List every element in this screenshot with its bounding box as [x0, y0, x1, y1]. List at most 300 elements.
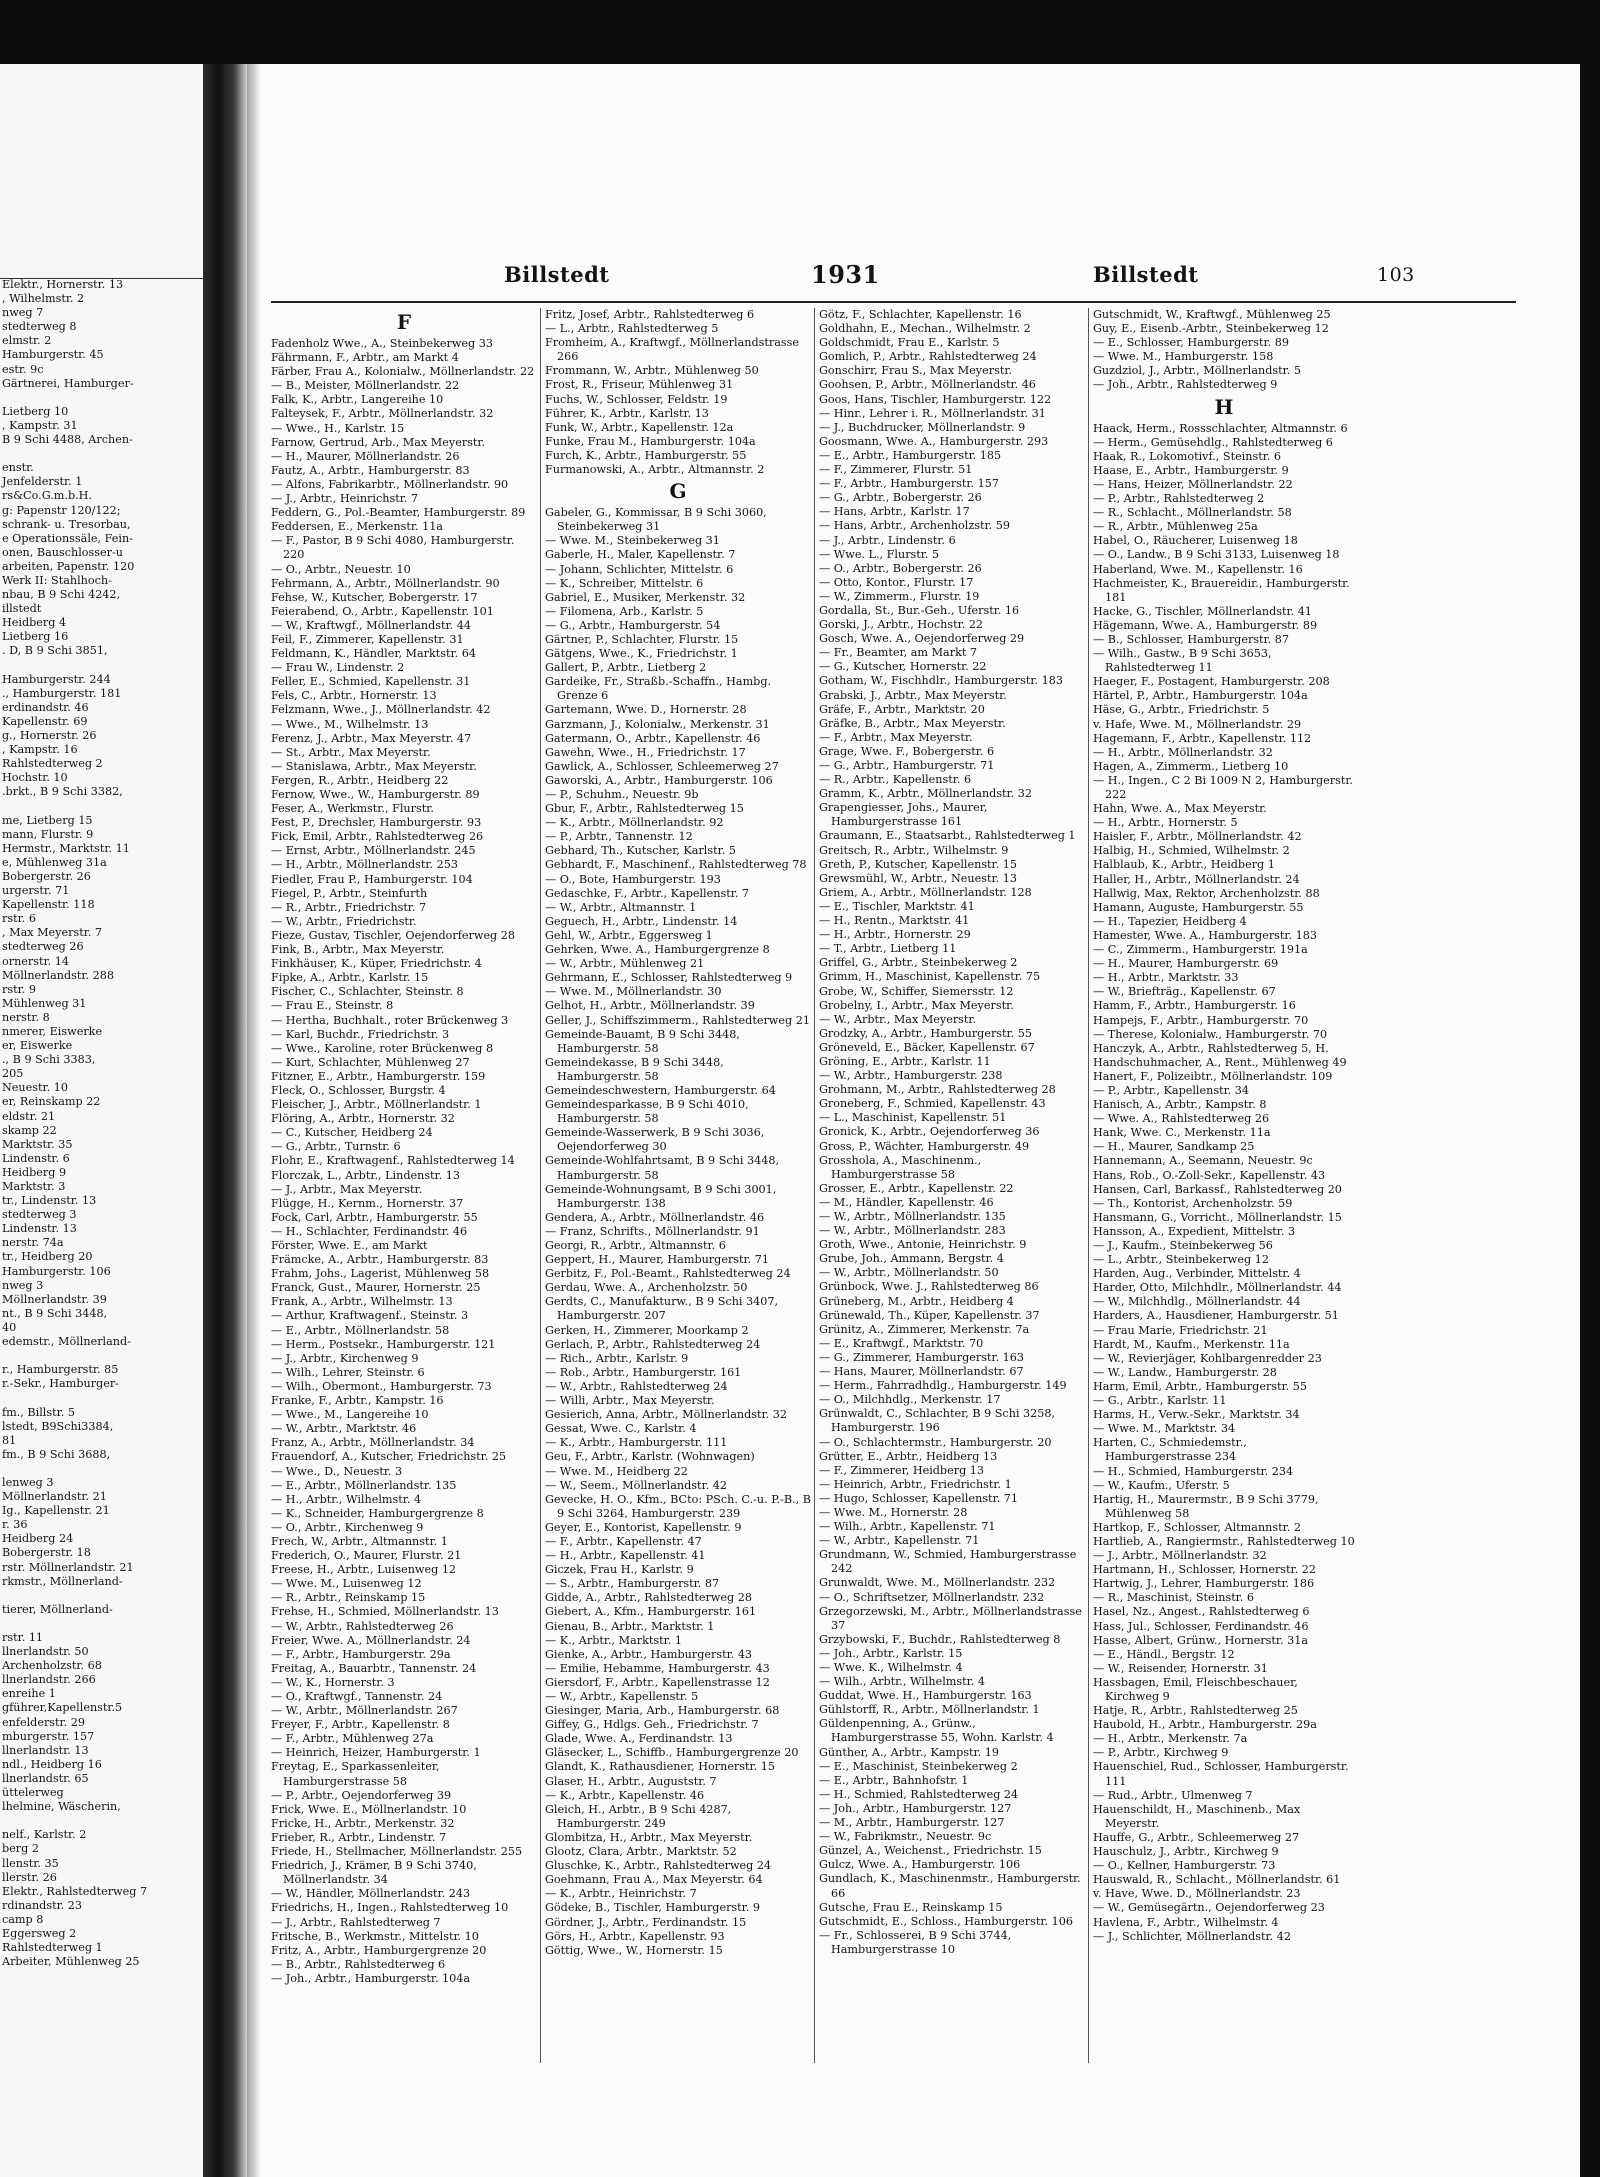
left-page-line: ornerstr. 14 — [2, 954, 69, 968]
left-page-line: estr. 9c — [2, 362, 44, 376]
directory-entry: — W., Kraftwgf., Möllnerlandstr. 44 — [271, 618, 471, 632]
left-page-line: lstedt, B9Schi3384, — [2, 1419, 114, 1433]
left-page-line: Gärtnerei, Hamburger- — [2, 376, 134, 390]
left-page-line: Marktstr. 3 — [2, 1180, 66, 1193]
left-page-line: mann, Flurstr. 9 — [2, 827, 94, 841]
directory-entry: Hamm, F., Arbtr., Hamburgerstr. 16 — [1093, 999, 1296, 1013]
directory-entry: — Karl, Buchdr., Friedrichstr. 3 — [271, 1027, 450, 1041]
left-page-line: lenweg 3 — [2, 1475, 54, 1489]
directory-entry: Harders, A., Hausdiener, Hamburgerstr. 51 — [1093, 1309, 1339, 1323]
left-page-line: Möllnerlandstr. 39 — [2, 1292, 107, 1306]
directory-entry: Greth, P., Kutscher, Kapellenstr. 15 — [819, 857, 1018, 871]
directory-entry: Harden, Aug., Verbinder, Mittelstr. 4 — [1093, 1267, 1301, 1281]
directory-entry: Fricke, H., Arbtr., Merkenstr. 32 — [271, 1816, 455, 1830]
directory-entry: — S., Arbtr., Hamburgerstr. 87 — [545, 1577, 720, 1591]
directory-entry: Hannemann, A., Seemann, Neuestr. 9c — [1093, 1154, 1313, 1168]
directory-entry: — J., Arbtr., Max Meyerstr. — [271, 1182, 423, 1196]
left-page-line: llenstr. 35 — [2, 1856, 59, 1870]
directory-entry: Gemeinde-Wohnungsamt, B 9 Schi 3001, Hamburgerstr. 138 — [545, 1182, 777, 1210]
directory-entry: Furmanowski, A., Arbtr., Altmannstr. 2 — [545, 463, 765, 477]
directory-entry: Grünewald, Th., Küper, Kapellenstr. 37 — [819, 1308, 1040, 1322]
left-page-line: Kapellenstr. 118 — [2, 898, 95, 912]
directory-entry: Grosshola, A., Maschinenm., Hamburgerstrasse 58 — [819, 1153, 982, 1181]
directory-entry: — Frau E., Steinstr. 8 — [271, 999, 394, 1013]
directory-entry: — K., Arbtr., Möllnerlandstr. 92 — [545, 816, 724, 830]
directory-entry: Hasel, Nz., Angest., Rahlstedterweg 6 — [1093, 1605, 1310, 1619]
directory-entry: Gleich, H., Arbtr., B 9 Schi 4287, Hamburgerstr. 249 — [545, 1802, 732, 1830]
directory-entry: Hansen, Carl, Barkassf., Rahlstedterweg 20 — [1093, 1182, 1342, 1196]
directory-entry: Frank, A., Arbtr., Wilhelmstr. 13 — [271, 1295, 453, 1309]
left-page-line: me, Lietberg 15 — [2, 813, 93, 827]
directory-entry: — W., Arbtr., Hamburgerstr. 238 — [819, 1069, 1003, 1083]
directory-entry: Falteysek, F., Arbtr., Möllnerlandstr. 32 — [271, 407, 494, 421]
left-page-line: enfelderstr. 29 — [2, 1715, 85, 1729]
directory-entry: Gallert, P., Arbtr., Lietberg 2 — [545, 661, 707, 675]
left-page-line — [0, 1617, 203, 1631]
directory-entry: — Wwe., Karoline, roter Brückenweg 8 — [271, 1041, 494, 1055]
directory-entry: — F., Zimmerer, Heidberg 13 — [819, 1463, 985, 1477]
directory-entry: — R., Schlacht., Möllnerlandstr. 58 — [1093, 506, 1292, 520]
left-page-line: , Wilhelmstr. 2 — [2, 292, 85, 306]
directory-entry: Fels, C., Arbtr., Hornerstr. 13 — [271, 689, 437, 703]
directory-entry: — Frau Marie, Friedrichstr. 21 — [1093, 1323, 1268, 1337]
scanner-right-border — [1580, 0, 1600, 2177]
left-page-line — [0, 1462, 203, 1476]
left-page-line: Lietberg 16 — [2, 630, 69, 644]
directory-entry: Hartwig, J., Lehrer, Hamburgerstr. 186 — [1093, 1577, 1315, 1591]
left-page-line: stedterweg 8 — [2, 320, 77, 334]
directory-entry: Hansson, A., Expedient, Mittelstr. 3 — [1093, 1224, 1296, 1238]
directory-entry: — Therese, Kolonialw., Hamburgerstr. 70 — [1093, 1027, 1328, 1041]
directory-entry: Georgi, R., Arbtr., Altmannstr. 6 — [545, 1239, 726, 1252]
directory-entry: Glade, Wwe. A., Ferdinandstr. 13 — [545, 1732, 733, 1746]
directory-entry: — W., Arbtr., Mühlenweg 21 — [545, 957, 705, 971]
left-page-line: Werk II: Stahlhoch- — [2, 573, 112, 587]
directory-entry: — F., Arbtr., Hamburgerstr. 157 — [819, 477, 1000, 491]
directory-entry: — M., Händler, Kapellenstr. 46 — [819, 1195, 994, 1209]
directory-entry: Gätgens, Wwe., K., Friedrichstr. 1 — [545, 647, 738, 661]
directory-entry: Glaser, H., Arbtr., Auguststr. 7 — [545, 1774, 717, 1788]
directory-entry: Feddersen, E., Merkenstr. 11a — [271, 520, 443, 534]
directory-entry: — Joh., Arbtr., Rahlstedterweg 9 — [1093, 378, 1278, 392]
left-page-line: illstedt — [2, 602, 42, 616]
directory-entry: Ferenz, J., Arbtr., Max Meyerstr. 47 — [271, 731, 472, 745]
directory-entry: Hauschulz, J., Arbtr., Kirchweg 9 — [1093, 1845, 1279, 1859]
directory-entry: — E., Arbtr., Bahnhofstr. 1 — [819, 1773, 969, 1787]
directory-entry: Friedrich, J., Krämer, B 9 Schi 3740, Möllnerlandstr. 34 — [271, 1859, 477, 1887]
directory-entry: Grunwaldt, Wwe. M., Möllnerlandstr. 232 — [819, 1576, 1056, 1590]
left-page-line — [0, 1589, 203, 1603]
left-page-entries — [0, 278, 203, 1969]
left-page-line: Bobergerstr. 26 — [2, 869, 91, 883]
left-page-line: Bobergerstr. 18 — [2, 1546, 91, 1560]
directory-entry: — W., Arbtr., Friedrichstr. — [271, 914, 417, 928]
left-page-line: llnerlandstr. 50 — [2, 1645, 89, 1659]
left-page-line: stedterweg 3 — [2, 1208, 77, 1222]
left-page-line: , Kampstr. 16 — [2, 743, 78, 757]
directory-entry: — O., Milchhdlg., Merkenstr. 17 — [819, 1393, 1001, 1407]
left-page-line: rkmstr., Möllnerland- — [2, 1574, 123, 1588]
directory-entry: Gühlstorff, R., Arbtr., Möllnerlandstr. 1 — [819, 1703, 1040, 1717]
directory-entry: Gerbitz, F., Pol.-Beamt., Rahlstedterweg 24 — [545, 1267, 791, 1281]
left-page-line: nbau, B 9 Schi 4242, — [2, 588, 121, 602]
gutter-shadow — [247, 64, 261, 2177]
directory-entry: Grundmann, W., Schmied, Hamburgerstrasse 242 — [819, 1548, 1077, 1576]
directory-entry: Gaworski, A., Arbtr., Hamburgerstr. 106 — [545, 773, 773, 787]
directory-entry: — G., Arbtr., Turnstr. 6 — [271, 1140, 401, 1154]
left-page-line: Hamburgerstr. 244 — [2, 672, 111, 686]
directory-entry: Gärtner, P., Schlachter, Flurstr. 15 — [545, 632, 739, 646]
directory-entry: — K., Arbtr., Hamburgerstr. 111 — [545, 1436, 728, 1450]
directory-entry: Fiedler, Frau P., Hamburgerstr. 104 — [271, 872, 473, 886]
section-letter: H — [1214, 394, 1234, 419]
directory-entry: Glombitza, H., Arbtr., Max Meyerstr. — [545, 1830, 753, 1844]
left-page-line: skamp 22 — [2, 1123, 57, 1137]
directory-entry: Halblaub, K., Arbtr., Heidberg 1 — [1093, 858, 1275, 872]
directory-entry: — R., Arbtr., Reinskamp 15 — [271, 1591, 426, 1605]
directory-entry: — Rud., Arbtr., Ulmenweg 7 — [1093, 1788, 1253, 1802]
directory-entry: — O., Schriftsetzer, Möllnerlandstr. 232 — [819, 1590, 1045, 1604]
directory-entry: — R., Arbtr., Friedrichstr. 7 — [271, 900, 427, 914]
directory-entry: Freier, Wwe. A., Möllnerlandstr. 24 — [271, 1633, 471, 1647]
left-page-line: Arbeiter, Mühlenweg 25 — [2, 1955, 140, 1969]
directory-entry: — E., Arbtr., Möllnerlandstr. 135 — [271, 1478, 457, 1492]
directory-entry: Frahm, Johs., Lagerist, Mühlenweg 58 — [271, 1267, 490, 1281]
directory-entry: — W., Arbtr., Möllnerlandstr. 267 — [271, 1704, 458, 1718]
directory-entry: Goldhahn, E., Mechan., Wilhelmstr. 2 — [819, 322, 1031, 336]
directory-entry: — H., Arbtr., Wilhelmstr. 4 — [271, 1492, 422, 1506]
directory-entry: Hauenschildt, H., Maschinenb., Max Meyerstr. — [1093, 1802, 1301, 1830]
directory-entry: — J., Buchdrucker, Möllnerlandstr. 9 — [819, 420, 1026, 434]
column-divider — [814, 308, 815, 2063]
directory-entry: — Wilh., Obermont., Hamburgerstr. 73 — [271, 1379, 492, 1393]
left-page-line: enstr. — [2, 461, 34, 475]
directory-entry: — H., Arbtr., Merkenstr. 7a — [1093, 1732, 1248, 1746]
directory-entry: Fergen, R., Arbtr., Heidberg 22 — [271, 773, 449, 787]
directory-entry: Hahn, Wwe. A., Max Meyerstr. — [1093, 802, 1267, 816]
directory-entry: Fleck, O., Schlosser, Burgstr. 4 — [271, 1083, 446, 1097]
directory-entry: Gemeinde-Bauamt, B 9 Schi 3448, Hamburgerstr. 58 — [545, 1027, 740, 1055]
left-page-line: Möllnerlandstr. 288 — [2, 968, 114, 982]
directory-entry: Gehl, W., Arbtr., Eggersweg 1 — [545, 928, 713, 942]
directory-entry: Fischer, C., Schlachter, Steinstr. 8 — [271, 985, 464, 999]
left-page-line: mburgerstr. 157 — [2, 1729, 95, 1743]
directory-entry: Fick, Emil, Arbtr., Rahlstedterweg 26 — [271, 830, 484, 844]
column-3 — [819, 308, 1085, 2068]
directory-entry: — Wwe. K., Wilhelmstr. 4 — [819, 1661, 963, 1674]
directory-entry: Gendera, A., Arbtr., Möllnerlandstr. 46 — [545, 1210, 765, 1224]
left-page-line: er, Reinskamp 22 — [2, 1095, 101, 1109]
directory-entry: Gesierich, Anna, Arbtr., Möllnerlandstr. 32 — [545, 1408, 787, 1422]
directory-entry: Finkhäuser, K., Küper, Friedrichstr. 4 — [271, 957, 482, 971]
left-page-line: nerstr. 74a — [2, 1236, 64, 1250]
directory-entry: Funke, Frau M., Hamburgerstr. 104a — [545, 434, 756, 448]
directory-entry: Freytag, E., Sparkassenleiter, Hamburgerstrasse 58 — [271, 1760, 440, 1788]
header-right-title: Billstedt — [1093, 262, 1199, 287]
left-page-line: rstr. 6 — [2, 912, 36, 926]
directory-entry: Gerdau, Wwe. A., Archenholzstr. 50 — [545, 1281, 748, 1295]
directory-entry: — W., Landw., Hamburgerstr. 28 — [1093, 1365, 1277, 1379]
directory-entry: Grosser, E., Arbtr., Kapellenstr. 22 — [819, 1181, 1014, 1195]
left-page-line: eldstr. 21 — [2, 1109, 56, 1123]
directory-entry: Groneberg, F., Schmied, Kapellenstr. 43 — [819, 1097, 1046, 1111]
directory-entry: Gardeike, Fr., Straßb.-Schaffn., Hambg. Grenze 6 — [545, 675, 772, 703]
directory-entry: — W., Händler, Möllnerlandstr. 243 — [271, 1887, 471, 1901]
page-number: 103 — [1377, 264, 1415, 286]
directory-entry: — B., Arbtr., Rahlstedterweg 6 — [271, 1957, 446, 1971]
directory-entry: Fadenholz Wwe., A., Steinbekerweg 33 — [271, 337, 493, 350]
directory-entry: — P., Arbtr., Kirchweg 9 — [1093, 1746, 1229, 1760]
directory-entry: Grohmann, M., Arbtr., Rahlstedterweg 28 — [819, 1083, 1056, 1097]
column-divider — [540, 308, 541, 2063]
directory-entry: — H., Arbtr., Kapellenstr. 41 — [545, 1549, 706, 1563]
directory-entry: — Emilie, Hebamme, Hamburgerstr. 43 — [545, 1661, 770, 1675]
directory-entry: — G., Arbtr., Bobergerstr. 26 — [819, 491, 982, 505]
directory-entry: — W., Arbtr., Max Meyerstr. — [819, 1012, 977, 1026]
directory-entry: Flöring, A., Arbtr., Hornerstr. 32 — [271, 1112, 455, 1126]
directory-entry: Fritsche, B., Werkmstr., Mittelstr. 10 — [271, 1929, 479, 1943]
directory-entry: Geguech, H., Arbtr., Lindenstr. 14 — [545, 914, 738, 928]
directory-entry: — K., Schneider, Hamburgergrenze 8 — [271, 1506, 484, 1520]
left-page-line: Hermstr., Marktstr. 11 — [2, 841, 130, 855]
left-page-line: . D, B 9 Schi 3851, — [2, 644, 108, 658]
directory-entry: Flügge, H., Kernm., Hornerstr. 37 — [271, 1196, 464, 1210]
directory-entry: Fernow, Wwe., W., Hamburgerstr. 89 — [271, 788, 480, 801]
left-page-line: , Kampstr. 31 — [2, 418, 78, 432]
left-page-line: gführer,Kapellenstr.5 — [2, 1701, 123, 1715]
directory-entry: — Hans, Arbtr., Archenholzstr. 59 — [819, 519, 1010, 533]
left-page-line: rdinandstr. 23 — [2, 1898, 83, 1912]
left-page-line: Heidberg 24 — [2, 1532, 74, 1546]
directory-entry: Gienke, A., Arbtr., Hamburgerstr. 43 — [545, 1647, 753, 1661]
directory-entry: Grünwaldt, C., Schlachter, B 9 Schi 3258, Hamburgerstr. 196 — [819, 1407, 1056, 1435]
directory-entry: Feldmann, K., Händler, Marktstr. 64 — [271, 647, 477, 661]
directory-entry: — H., Schmied, Hamburgerstr. 234 — [1093, 1464, 1294, 1478]
directory-entry: Geller, J., Schiffszimmerm., Rahlstedterweg 21 — [545, 1013, 810, 1027]
directory-entry: Giebert, A., Kfm., Hamburgerstr. 161 — [545, 1605, 757, 1619]
directory-entry: — Wwe., M., Wilhelmstr. 13 — [271, 717, 429, 731]
directory-entry: Fest, P., Drechsler, Hamburgerstr. 93 — [271, 816, 482, 830]
left-page-line — [0, 391, 203, 405]
directory-entry: Gomlich, P., Arbtr., Rahlstedterweg 24 — [819, 350, 1037, 364]
directory-entry: Gessat, Wwe. C., Karlstr. 4 — [545, 1422, 697, 1436]
directory-entry: Fleischer, J., Arbtr., Möllnerlandstr. 1 — [271, 1098, 482, 1112]
left-page-line: e Operationssäle, Fein- — [2, 531, 133, 545]
directory-entry: Hagemann, F., Arbtr., Kapellenstr. 112 — [1093, 731, 1312, 745]
directory-entry: Haisler, F., Arbtr., Möllnerlandstr. 42 — [1093, 830, 1302, 844]
directory-entry: Fipke, A., Arbtr., Karlstr. 15 — [271, 971, 429, 985]
left-page-line: tr., Lindenstr. 13 — [2, 1194, 97, 1208]
left-page-line: Hochstr. 10 — [2, 771, 68, 785]
directory-entry: — J., Schlichter, Möllnerlandstr. 42 — [1093, 1929, 1291, 1943]
left-page-line: Neuestr. 10 — [2, 1081, 68, 1095]
directory-entry: Gehrmann, E., Schlosser, Rahlstedterweg 9 — [545, 971, 793, 985]
directory-entry: — J., Arbtr., Kirchenweg 9 — [271, 1351, 419, 1365]
left-page-line: llnerlandstr. 266 — [2, 1673, 96, 1687]
directory-entry: — B., Schlosser, Hamburgerstr. 87 — [1093, 632, 1289, 646]
directory-entry: — H., Rentn., Marktstr. 41 — [819, 914, 970, 928]
left-page-line: nmerer, Eiswerke — [2, 1024, 103, 1038]
directory-entry: Grzegorzewski, M., Arbtr., Möllnerlandstrasse 37 — [819, 1604, 1082, 1632]
directory-entry: Giesinger, Maria, Arb., Hamburgerstr. 68 — [545, 1704, 780, 1718]
left-page-line: nelf., Karlstr. 2 — [2, 1828, 87, 1842]
directory-entry: — O., Arbtr., Kirchenweg 9 — [271, 1520, 424, 1534]
directory-entry: — O., Kellner, Hamburgerstr. 73 — [1093, 1859, 1276, 1873]
directory-entry: Härtel, P., Arbtr., Hamburgerstr. 104a — [1093, 689, 1308, 703]
directory-entry: — Wilh., Lehrer, Steinstr. 6 — [271, 1365, 425, 1379]
directory-entry: — Herm., Gemüsehdlg., Rahlstedterweg 6 — [1093, 435, 1333, 449]
directory-entry: Gronick, K., Arbtr., Oejendorferweg 36 — [819, 1125, 1040, 1139]
directory-entry: Gehrken, Wwe. A., Hamburgergrenze 8 — [545, 943, 770, 957]
directory-entry: — H., Arbtr., Möllnerlandstr. 253 — [271, 858, 458, 872]
column-divider — [1088, 308, 1089, 2063]
directory-entry: Freyer, F., Arbtr., Kapellenstr. 8 — [271, 1718, 450, 1732]
left-page-line: üttelerweg — [2, 1786, 64, 1800]
directory-entry: Flohr, E., Kraftwagenf., Rahlstedterweg 14 — [271, 1154, 515, 1168]
directory-entry: — Joh., Arbtr., Hamburgerstr. 127 — [819, 1801, 1012, 1815]
directory-entry: Färber, Frau A., Kolonialw., Möllnerlandstr. 22 — [271, 365, 535, 379]
left-page-line: ndl., Heidberg 16 — [2, 1757, 102, 1771]
directory-entry: Geyer, E., Kontorist, Kapellenstr. 9 — [545, 1520, 742, 1534]
directory-entry: Gemeinde-Wasserwerk, B 9 Schi 3036, Oejendorferweg 30 — [545, 1126, 765, 1154]
directory-entry: Grobe, W., Schiffer, Siemersstr. 12 — [819, 984, 1014, 998]
section-letter: G — [669, 479, 687, 504]
directory-entry: Gedaschke, F., Arbtr., Kapellenstr. 7 — [545, 886, 750, 900]
directory-entry: Grobelny, I., Arbtr., Max Meyerstr. — [819, 998, 1014, 1012]
directory-entry: Haack, Herm., Rossschlachter, Altmannstr. 6 — [1093, 421, 1348, 435]
left-page-line: Heidberg 9 — [2, 1165, 67, 1179]
left-page-line: nweg 3 — [2, 1278, 44, 1292]
directory-entry: — E., Arbtr., Hamburgerstr. 185 — [819, 448, 1002, 462]
directory-entry: Haberland, Wwe. M., Kapellenstr. 16 — [1093, 562, 1303, 576]
left-page-line: Lindenstr. 13 — [2, 1222, 77, 1236]
directory-entry: Haller, H., Arbtr., Möllnerlandstr. 24 — [1093, 872, 1300, 886]
left-page-line: r. 36 — [2, 1518, 28, 1532]
directory-entry: Halbig, H., Schmied, Wilhelmstr. 2 — [1093, 844, 1290, 858]
directory-entry: — Joh., Arbtr., Karlstr. 15 — [819, 1646, 963, 1660]
left-page-line — [0, 1349, 203, 1363]
directory-entry: Gramm, K., Arbtr., Möllnerlandstr. 32 — [819, 787, 1033, 801]
directory-entry: — W., Kaufm., Uferstr. 5 — [1093, 1478, 1230, 1492]
directory-entry: — Hinr., Lehrer i. R., Möllnerlandstr. 31 — [819, 406, 1046, 420]
directory-entry: Feierabend, O., Arbtr., Kapellenstr. 101 — [271, 604, 494, 618]
directory-entry: Glandt, K., Rathausdiener, Hornerstr. 15 — [545, 1760, 775, 1774]
directory-entry: Goos, Hans, Tischler, Hamburgerstr. 122 — [819, 392, 1052, 406]
directory-entry: Handschuhmacher, A., Rent., Mühlenweg 49 — [1093, 1055, 1347, 1069]
directory-entry: Hanert, F., Polizeibtr., Möllnerlandstr. 109 — [1093, 1069, 1333, 1083]
directory-entry: Havlena, F., Arbtr., Wilhelmstr. 4 — [1093, 1915, 1279, 1929]
directory-entry: — Wwe. M., Hamburgerstr. 158 — [1093, 350, 1274, 364]
left-page-line: llnerlandstr. 65 — [2, 1771, 89, 1785]
directory-entry: Grünitz, A., Zimmerer, Merkenstr. 7a — [819, 1322, 1030, 1336]
directory-entry: Gerlach, P., Arbtr., Rahlstedterweg 24 — [545, 1337, 761, 1351]
directory-entry: — Th., Kontorist, Archenholzstr. 59 — [1093, 1196, 1293, 1210]
directory-entry: Habel, O., Räucherer, Luisenweg 18 — [1093, 534, 1298, 548]
directory-entry: Grütter, E., Arbtr., Heidberg 13 — [819, 1449, 998, 1463]
directory-entry: — P., Arbtr., Oejendorferweg 39 — [271, 1788, 452, 1802]
directory-entry: — L., Maschinist, Kapellenstr. 51 — [819, 1111, 1007, 1125]
left-page-line: llnerlandstr. 13 — [2, 1743, 89, 1757]
left-page-line: 40 — [2, 1320, 17, 1334]
directory-entry: — H., Schlachter, Ferdinandstr. 46 — [271, 1224, 468, 1238]
directory-entry: Grüneberg, M., Arbtr., Heidberg 4 — [819, 1294, 1014, 1308]
directory-entry: Gordalla, St., Bur.-Geh., Uferstr. 16 — [819, 603, 1020, 617]
directory-entry: Hassbagen, Emil, Fleischbeschauer, Kirchweg 9 — [1093, 1675, 1298, 1703]
directory-entry: — Johann, Schlichter, Mittelstr. 6 — [545, 562, 734, 576]
directory-entry: Fautz, A., Arbtr., Hamburgerstr. 83 — [271, 463, 470, 477]
directory-entry: Griffel, G., Arbtr., Steinbekerweg 2 — [819, 956, 1018, 970]
directory-entry: Geppert, H., Maurer, Hamburgerstr. 71 — [545, 1253, 769, 1267]
directory-entry: — L., Arbtr., Rahlstedterweg 5 — [545, 322, 719, 336]
book-gutter — [203, 64, 247, 2177]
directory-entry: Garzmann, J., Kolonialw., Merkenstr. 31 — [545, 717, 770, 731]
page-header — [271, 262, 1511, 302]
directory-entry: Gröning, E., Arbtr., Karlstr. 11 — [819, 1054, 991, 1068]
directory-entry: Gemeindesparkasse, B 9 Schi 4010, Hamburgerstr. 58 — [545, 1098, 749, 1126]
directory-entry: v. Have, Wwe. D., Möllnerlandstr. 23 — [1093, 1887, 1301, 1901]
directory-entry: Giczek, Frau H., Karlstr. 9 — [545, 1563, 694, 1577]
directory-entry: — W., Zimmerm., Flurstr. 19 — [819, 589, 980, 603]
directory-entry: — W., Briefträg., Kapellenstr. 67 — [1093, 985, 1276, 999]
left-page-line: erdinandstr. 46 — [2, 700, 89, 714]
directory-entry: — Wilh., Arbtr., Kapellenstr. 71 — [819, 1520, 996, 1534]
directory-entry: — Wwe. L., Flurstr. 5 — [819, 547, 940, 561]
left-page-line: fm., Billstr. 5 — [2, 1405, 75, 1419]
directory-entry: — L., Arbtr., Steinbekerweg 12 — [1093, 1253, 1269, 1267]
directory-entry: — K., Arbtr., Heinrichstr. 7 — [545, 1887, 697, 1901]
directory-entry: Grewsmühl, W., Arbtr., Neuestr. 13 — [819, 871, 1017, 885]
directory-entry: Gelhot, H., Arbtr., Möllnerlandstr. 39 — [545, 999, 755, 1013]
directory-entry: Hamann, Auguste, Hamburgerstr. 55 — [1093, 900, 1304, 914]
directory-entry: Hagen, A., Zimmerm., Lietberg 10 — [1093, 759, 1289, 773]
directory-entry: Funk, W., Arbtr., Kapellenstr. 12a — [545, 420, 734, 434]
entry-columns — [271, 308, 1516, 2068]
directory-entry: — W., Gemüsegärtn., Oejendorferweg 23 — [1093, 1901, 1325, 1915]
directory-entry: Hauenschiel, Rud., Schlosser, Hamburgerstr. 111 — [1093, 1760, 1349, 1788]
left-page-line: enreihe 1 — [2, 1687, 56, 1701]
directory-entry: — Stanislawa, Arbtr., Max Meyerstr. — [271, 759, 477, 773]
directory-entry: Gördner, J., Arbtr., Ferdinandstr. 15 — [545, 1915, 747, 1929]
directory-entry: Fromheim, A., Kraftwgf., Möllnerlandstrasse 266 — [545, 336, 799, 364]
directory-entry: Gartemann, Wwe. D., Hornerstr. 28 — [545, 703, 747, 717]
directory-entry: — W., Arbtr., Kapellenstr. 5 — [545, 1690, 699, 1703]
directory-entry: Franck, Gust., Maurer, Hornerstr. 25 — [271, 1281, 481, 1295]
directory-entry: Fehrmann, A., Arbtr., Möllnerlandstr. 90 — [271, 576, 500, 590]
directory-entry: Gebhard, Th., Kutscher, Karlstr. 5 — [545, 844, 736, 858]
directory-entry: — W., Fabrikmstr., Neuestr. 9c — [819, 1830, 992, 1844]
directory-entry: — W., Arbtr., Marktstr. 46 — [271, 1422, 417, 1436]
left-page-line: schrank- u. Tresorbau, — [2, 517, 131, 531]
column-2 — [545, 308, 811, 2068]
directory-entry: Giersdorf, F., Arbtr., Kapellenstrasse 12 — [545, 1675, 770, 1689]
directory-entry: — Heinrich, Heizer, Hamburgerstr. 1 — [271, 1746, 481, 1760]
directory-entry: Harms, H., Verw.-Sekr., Marktstr. 34 — [1093, 1408, 1300, 1422]
directory-entry: Gräfe, F., Arbtr., Marktstr. 20 — [819, 702, 985, 716]
directory-entry: Hank, Wwe. C., Merkenstr. 11a — [1093, 1126, 1271, 1140]
left-page-line: Hamburgerstr. 45 — [2, 348, 104, 362]
directory-entry: Führer, K., Arbtr., Karlstr. 13 — [545, 406, 709, 420]
left-page-fragment — [0, 64, 203, 2177]
left-page-line: Kapellenstr. 69 — [2, 714, 88, 728]
directory-entry: — Fr., Beamter, am Markt 7 — [819, 646, 978, 660]
directory-entry: Guzdziol, J., Arbtr., Möllnerlandstr. 5 — [1093, 364, 1301, 378]
left-page-line: camp 8 — [2, 1912, 44, 1926]
directory-entry: — J., Arbtr., Möllnerlandstr. 32 — [1093, 1549, 1267, 1563]
directory-entry: Günzel, A., Weichenst., Friedrichstr. 15 — [819, 1844, 1042, 1858]
directory-entry: Gabriel, E., Musiker, Merkenstr. 32 — [545, 590, 746, 604]
directory-entry: — Hans, Heizer, Möllnerlandstr. 22 — [1093, 477, 1293, 491]
directory-entry: Goehmann, Frau A., Max Meyerstr. 64 — [545, 1873, 763, 1887]
